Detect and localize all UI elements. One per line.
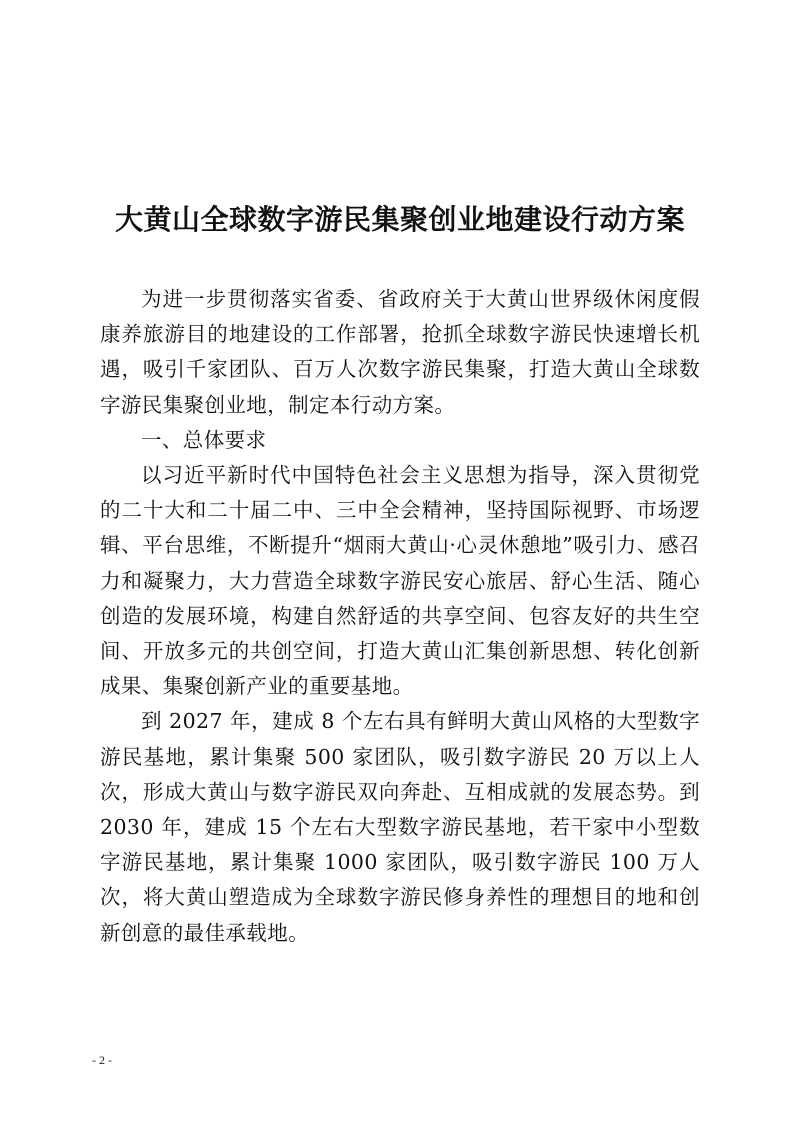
guiding-principles-paragraph: 以习近平新时代中国特色社会主义思想为指导，深入贯彻党的二十大和二十届二中、三中全会精神，坚持国际视野、市场逻辑、平台思维，不断提升“烟雨大黄山·心灵休憩地”吸引力、感召力和凝聚力，大力营造全球数字游民安心旅居、舒心生活、随心创造的发展环境，构建自然舒适的共享空间、包容友好的共生空间、开放多元的共创空间，打造大黄山汇集创新思想、转化创新成果、集聚创新产业的重要基地。: [100, 463, 700, 699]
page-number: - 2 -: [92, 1053, 112, 1067]
intro-paragraph: 为进一步贯彻落实省委、省政府关于大黄山世界级休闲度假康养旅游目的地建设的工作部署，抢抓全球数字游民快速增长机遇，吸引千家团队、百万人次数字游民集聚，打造大黄山全球数字游民集聚创业地，制定本行动方案。: [100, 287, 700, 417]
section-heading-general-requirements: 一、总体要求: [141, 427, 267, 452]
document-body: [100, 282, 700, 951]
document-title: 大黄山全球数字游民集聚创业地建设行动方案: [114, 203, 685, 236]
goals-paragraph: 到 2027 年，建成 8 个左右具有鲜明大黄山风格的大型数字游民基地，累计集聚 500 家团队，吸引数字游民 20 万以上人次，形成大黄山与数字游民双向奔赴、互相成就的发展态势。到 2030 年，建成 15 个左右大型数字游民基地，若干家中小型数字游民基地，累计集聚 1000 家团队，吸引数字游民 100 万人次，将大黄山塑造成为全球数字游民修身养性的理想目的地和创新创意的最佳承载地。: [100, 709, 700, 945]
